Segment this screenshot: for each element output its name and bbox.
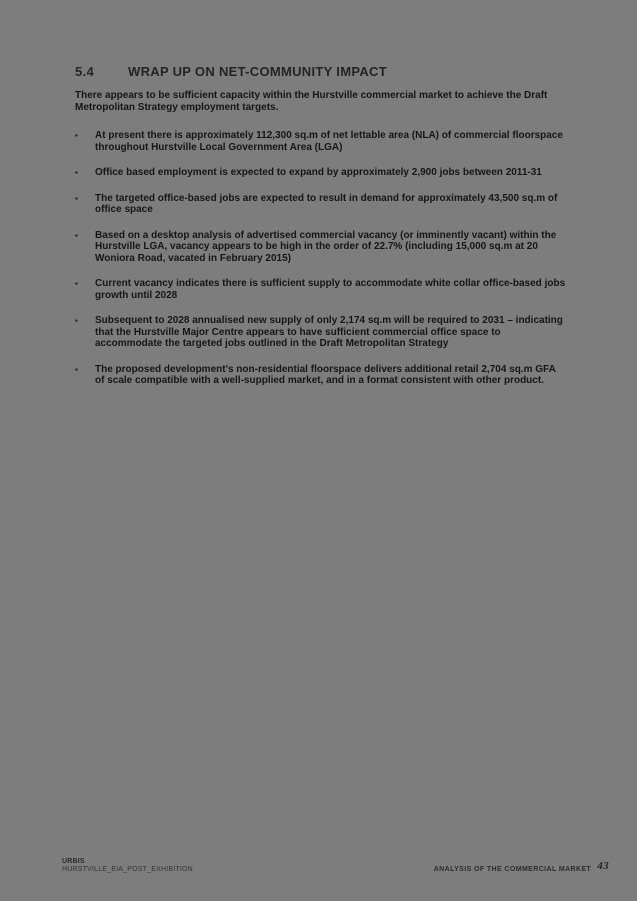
bullet-icon: ▪ xyxy=(75,279,78,288)
bullet-text: Based on a desktop analysis of advertised commercial vacancy (or imminently vacant) within the Hurstville LGA, vacancy appears to be high in the order of 22.7% (including 15,000 sq.m at 20 Woniora Road, vacated in February 2015) xyxy=(95,229,557,264)
section-heading xyxy=(75,64,567,79)
list-item xyxy=(75,230,567,265)
list-item xyxy=(75,315,567,350)
list-item xyxy=(75,278,567,301)
bullet-icon: ▪ xyxy=(75,364,78,374)
page-footer xyxy=(62,858,609,874)
page-number: 43 xyxy=(597,860,609,872)
bullet-icon: ▪ xyxy=(75,316,78,325)
footer-brand: URBIS xyxy=(62,858,85,865)
footer-left xyxy=(62,858,193,874)
bullet-icon: ▪ xyxy=(75,168,78,177)
section-title: WRAP UP ON NET-COMMUNITY IMPACT xyxy=(128,64,387,79)
bullet-icon: ▪ xyxy=(75,193,78,203)
list-item xyxy=(75,167,567,179)
intro-paragraph: There appears to be sufficient capacity within the Hurstville commercial market to achieve the Draft Metropolitan Strategy employment targets. xyxy=(75,90,548,113)
bullet-text: The targeted office-based jobs are expected to result in demand for approximately 43,500 sq.m of office space xyxy=(95,192,558,215)
list-item xyxy=(75,193,567,216)
bullet-icon: ▪ xyxy=(75,230,78,240)
list-item xyxy=(75,130,567,153)
footer-document-reference: HURSTVILLE_EIA_POST_EXHIBITION xyxy=(62,866,193,873)
bullet-icon: ▪ xyxy=(75,131,78,140)
section-number: 5.4 xyxy=(75,64,94,79)
page-content xyxy=(75,64,567,401)
list-item xyxy=(75,364,567,387)
bullet-text: At present there is approximately 112,300 sq.m of net lettable area (NLA) of commercial floorspace throughout Hurstville Local Government Area (LGA) xyxy=(95,130,563,153)
bullet-text: Subsequent to 2028 annualised new supply of only 2,174 sq.m will be required to 2031 – indicating that the Hurstville Major Centre appears to have sufficient commercial office space to accommodate the targeted jobs outlined in the Draft Metropolitan Strategy xyxy=(95,315,563,349)
bullet-text: The proposed development's non-residential floorspace delivers additional retail 2,704 sq.m GFA of scale compatible with a well-supplied market, and in a format consistent with other product. xyxy=(95,363,556,386)
bullet-text: Office based employment is expected to expand by approximately 2,900 jobs between 2011-31 xyxy=(95,167,542,178)
footer-right xyxy=(434,862,609,874)
summary-bullet-list xyxy=(75,130,567,387)
bullet-text: Current vacancy indicates there is sufficient supply to accommodate white collar office-based jobs growth until 2028 xyxy=(95,278,566,301)
footer-chapter-label: ANALYSIS OF THE COMMERCIAL MARKET xyxy=(433,866,592,873)
